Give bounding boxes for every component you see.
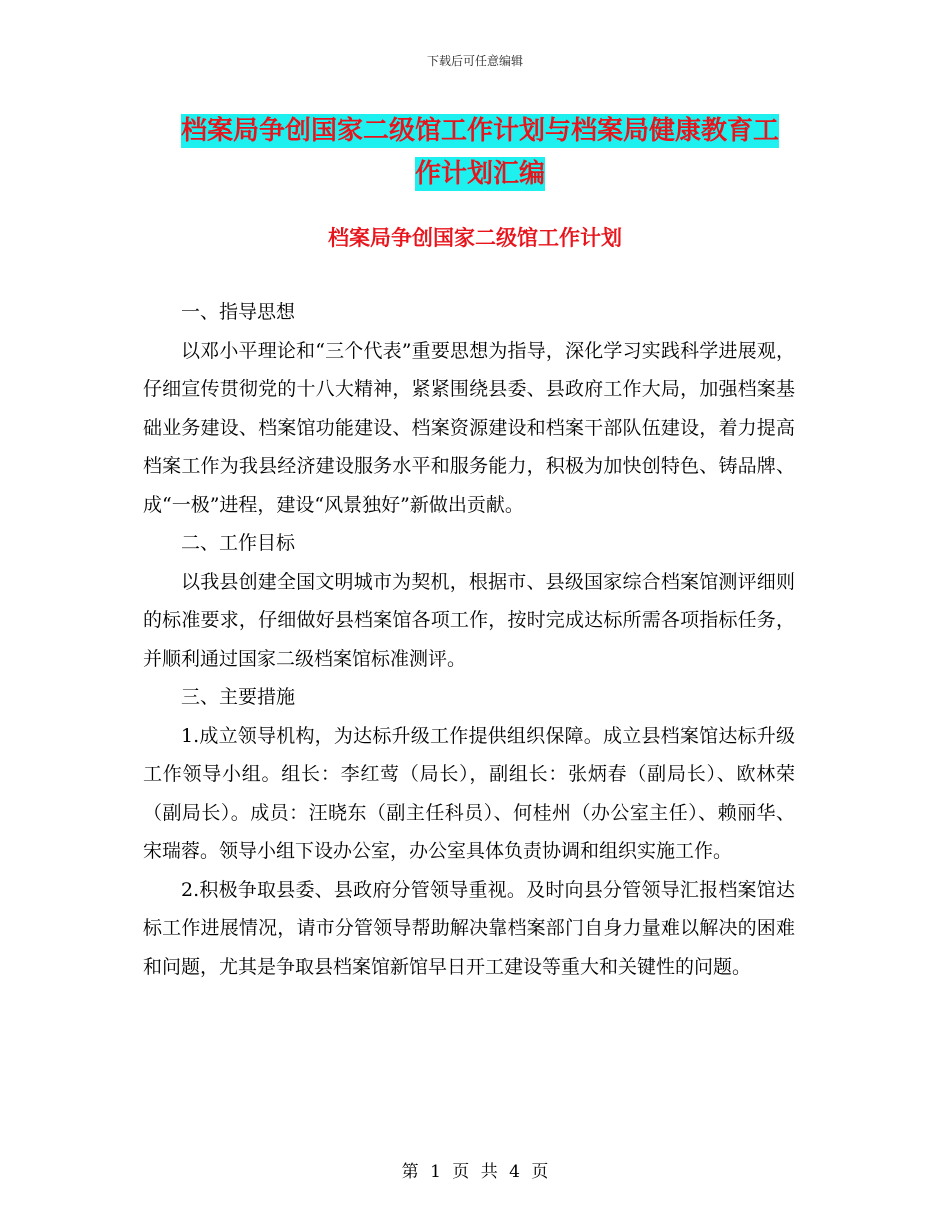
page-footer: 第 1 页 共 4 页: [401, 1162, 549, 1182]
section-title: 档案局争创国家二级馆工作计划: [328, 226, 622, 250]
header-note: 下载后可任意编辑: [426, 54, 523, 68]
paragraph-measure-1: 1.成立领导机构，为达标升级工作提供组织保障。成立县档案馆达标升级工作领导小组。组长：李红莺（局长），副组长：张炳春（副局长）、欧林荣（副局长）。成员：汪晓东（副主任科员）、何桂州（办公室主任）、赖丽华、宋瑞蓉。领导小组下设办公室，办公室具体负责协调和组织实施工作。: [143, 724, 795, 862]
title-line-2: 作计划汇编: [414, 159, 545, 189]
heading-work-goals: 二、工作目标: [181, 532, 296, 554]
heading-guiding-ideology: 一、指导思想: [181, 301, 296, 323]
document-body: [143, 293, 795, 986]
paragraph-measure-2: 2.积极争取县委、县政府分管领导重视。及时向县分管领导汇报档案馆达标工作进展情况，请市分管领导帮助解决靠档案部门自身力量难以解决的困难和问题，尤其是争取县档案馆新馆早日开工建设等重大和关键性的问题。: [143, 878, 795, 978]
paragraph-guiding-ideology: 以邓小平理论和“三个代表”重要思想为指导，深化学习实践科学进展观，仔细宣传贯彻党的十八大精神，紧紧围绕县委、县政府工作大局，加强档案基础业务建设、档案馆功能建设、档案资源建设和档案干部队伍建设，着力提高档案工作为我县经济建设服务水平和服务能力，积极为加快创特色、铸品牌、成“一极”进程，建设“风景独好”新做出贡献。: [143, 339, 795, 516]
document-title: [130, 110, 830, 196]
heading-main-measures: 三、主要措施: [181, 686, 296, 708]
title-line-1: 档案局争创国家二级馆工作计划与档案局健康教育工: [180, 116, 779, 146]
paragraph-work-goals: 以我县创建全国文明城市为契机，根据市、县级国家综合档案馆测评细则的标准要求，仔细做好县档案馆各项工作，按时完成达标所需各项指标任务，并顺利通过国家二级档案馆标准测评。: [143, 570, 795, 670]
